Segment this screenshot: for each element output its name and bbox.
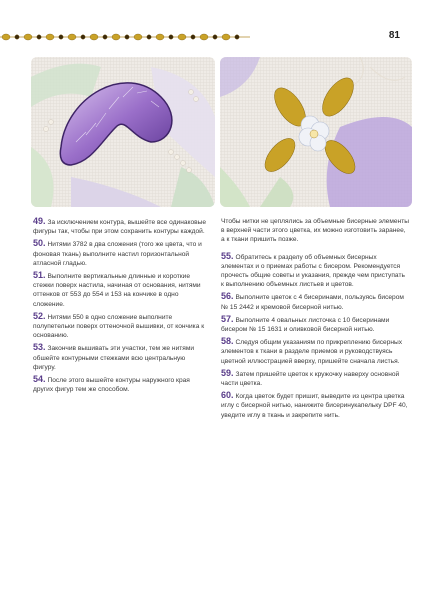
step-number: 60. [221, 390, 234, 401]
step-text: Закончив вышивать эти участки, тем же нитями обшейте контурными стежками всю центральную фигуру. [33, 345, 195, 371]
step-number: 56. [221, 291, 234, 302]
step-item [221, 315, 409, 334]
bead-chain-ornament [0, 28, 250, 46]
intro-paragraph: Чтобы нитки не цеплялись за объемные бисерные элементы в верхней части этого цветка, их можно изготовить заранее, а к ткани пришить позже. [221, 218, 409, 244]
step-item [33, 343, 209, 372]
step-item [33, 312, 209, 341]
step-number: 59. [221, 367, 234, 378]
instructions-right-column [221, 217, 409, 423]
step-item [221, 369, 409, 388]
step-text: Обратитесь к разделу об объемных бисерных элементах и о приемах работы с бисером. Рекомендуется прочесть общие советы и указания, прежде чем приступать к выполнению объемных листьев и цветов. [221, 253, 405, 289]
step-item [221, 292, 409, 311]
step-number: 58. [221, 336, 234, 347]
step-number: 51. [33, 270, 46, 281]
step-item [221, 391, 409, 420]
page-number: 81 [388, 30, 400, 41]
embroidery-photo-left [31, 57, 215, 207]
step-text: Затем пришейте цветок к кружочку наверху основной части цветка. [221, 370, 400, 388]
step-text: Выполните цветок с 4 бисеринами, пользуясь бисером № 15 2442 и кремовой бисерной нитью. [221, 294, 404, 311]
step-item [221, 337, 409, 366]
step-item [33, 271, 209, 309]
step-number: 55. [221, 250, 234, 261]
step-number: 53. [33, 342, 46, 353]
step-item [221, 252, 409, 290]
step-text: После этого вышейте контуры наружного края других фигур тем же способом. [33, 377, 190, 394]
step-text: Нитями 3782 в два сложения (того же цвета, что и фоновая ткань) выполните настил горизонтальной атласной гладью. [33, 241, 202, 267]
step-text: Нитями 550 в одно сложение выполните полупетельки поверх оттеночной вышивки, от кончика к основанию. [33, 313, 205, 340]
instructions-left-column [33, 217, 209, 397]
step-number: 57. [221, 313, 234, 324]
step-number: 52. [33, 310, 46, 321]
step-item [33, 375, 209, 394]
step-text: Выполните вертикальные длинные и короткие стежки поверх настила, начиная от основания, нитями оттенков от 553 до 554 и 153 на кончике в одно сложение. [33, 273, 201, 308]
step-text: Когда цветок будет пришит, выведите из центра цветка иглу с бисерной нитью, нанижите бисеринукапельку DPF 40, уведите иглу в ткань и закрепите нить. [221, 393, 408, 419]
step-text: Выполните 4 овальных листочка с 10 бисеринами бисером № 15 1631 и оливковой бисерной нитью. [221, 316, 390, 334]
step-text: Следуя общим указаниям по прикреплению бисерных элементов к ткани в разделе приемов и руководствуясь цветной иллюстрацией вверху, пришейте сначала листья. [221, 339, 403, 365]
step-text: За исключением контура, вышейте все одинаковые фигуры так, чтобы при этом сохранить контуры каждой. [33, 219, 207, 236]
step-number: 54. [33, 374, 46, 385]
step-item [33, 239, 209, 268]
step-number: 49. [33, 216, 46, 226]
page-header [0, 0, 444, 50]
step-number: 50. [33, 238, 46, 249]
embroidery-photo-right [220, 57, 412, 207]
step-item [33, 217, 209, 236]
